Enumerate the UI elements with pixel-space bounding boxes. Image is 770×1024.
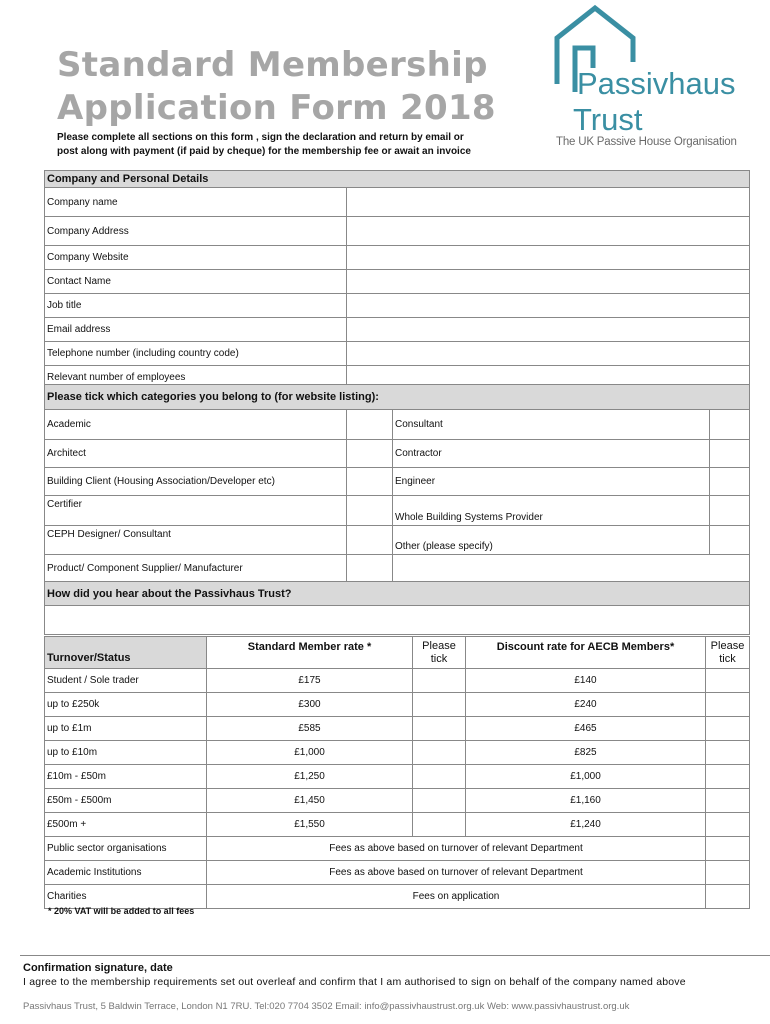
category-certifier: Certifier: [45, 496, 347, 526]
other-specify-input[interactable]: [393, 555, 750, 583]
company-website-input[interactable]: [347, 246, 750, 270]
category-building-client: Building Client (Housing Association/Developer etc): [45, 468, 347, 496]
hear-table: [44, 581, 750, 635]
product-supplier-checkbox[interactable]: [347, 555, 393, 583]
rate-discount-1m: £465: [466, 717, 706, 741]
logo-word-passivhaus: Passivhaus: [577, 66, 736, 101]
rate-label-academic: Academic Institutions: [45, 861, 207, 885]
rate-label-50m: £10m - £50m: [45, 765, 207, 789]
architect-checkbox[interactable]: [347, 440, 393, 468]
categories-table: [44, 384, 750, 583]
category-product-supplier: Product/ Component Supplier/ Manufacturer: [45, 555, 347, 583]
rate-label-500m: £50m - £500m: [45, 789, 207, 813]
rate-label-charities: Charities: [45, 885, 207, 909]
tick-standard-10m[interactable]: [413, 741, 466, 765]
page-title: [57, 44, 496, 130]
job-title-input[interactable]: [347, 294, 750, 318]
rate-discount-50m: £1,000: [466, 765, 706, 789]
field-label-employees: Relevant number of employees: [45, 366, 347, 390]
field-label-telephone: Telephone number (including country code): [45, 342, 347, 366]
academic-checkbox[interactable]: [347, 410, 393, 440]
title-line-2: Application Form 2018: [57, 88, 496, 128]
tick-discount-10m[interactable]: [706, 741, 750, 765]
company-address-input[interactable]: [347, 217, 750, 246]
rate-note-academic: Fees as above based on turnover of relevant Department: [207, 861, 706, 885]
tick-discount-1m[interactable]: [706, 717, 750, 741]
building-client-checkbox[interactable]: [347, 468, 393, 496]
field-label-contact-name: Contact Name: [45, 270, 347, 294]
tick-discount-500m-plus[interactable]: [706, 813, 750, 837]
rate-discount-student: £140: [466, 669, 706, 693]
rate-note-charities: Fees on application: [207, 885, 706, 909]
category-academic: Academic: [45, 410, 347, 440]
tick-public[interactable]: [706, 837, 750, 861]
field-label-company-website: Company Website: [45, 246, 347, 270]
signature-divider: [20, 955, 770, 956]
field-label-company-name: Company name: [45, 188, 347, 217]
signature-declaration: I agree to the membership requirements set out overleaf and confirm that I am authorised to sign on behalf of the company named above: [23, 976, 686, 988]
rate-standard-50m: £1,250: [207, 765, 413, 789]
field-label-company-address: Company Address: [45, 217, 347, 246]
rate-standard-1m: £585: [207, 717, 413, 741]
tick-standard-500m-plus[interactable]: [413, 813, 466, 837]
col-header-tick-discount: Please tick: [706, 637, 750, 669]
col-header-tick-standard: Please tick: [413, 637, 466, 669]
col-header-standard: Standard Member rate *: [207, 637, 413, 669]
rates-table: [44, 636, 750, 909]
hear-input[interactable]: [45, 606, 750, 635]
rate-discount-250k: £240: [466, 693, 706, 717]
category-whole-building: Whole Building Systems Provider: [393, 496, 710, 526]
tick-standard-50m[interactable]: [413, 765, 466, 789]
rate-standard-250k: £300: [207, 693, 413, 717]
category-ceph: CEPH Designer/ Consultant: [45, 526, 347, 555]
hear-header: How did you hear about the Passivhaus Trust?: [45, 582, 750, 606]
col-header-turnover: Turnover/Status: [45, 637, 207, 669]
rate-label-250k: up to £250k: [45, 693, 207, 717]
footer-contact: Passivhaus Trust, 5 Baldwin Terrace, London N1 7RU. Tel:020 7704 3502 Email: info@passivhaustrust.org.uk Web: www.passivhaustrust.org.uk: [23, 1001, 630, 1012]
telephone-input[interactable]: [347, 342, 750, 366]
tick-academic[interactable]: [706, 861, 750, 885]
ceph-checkbox[interactable]: [347, 526, 393, 555]
logo-tagline: The UK Passive House Organisation: [556, 136, 737, 148]
category-other: Other (please specify): [393, 526, 710, 555]
email-input[interactable]: [347, 318, 750, 342]
company-name-input[interactable]: [347, 188, 750, 217]
contact-name-input[interactable]: [347, 270, 750, 294]
col-header-discount: Discount rate for AECB Members*: [466, 637, 706, 669]
tick-standard-1m[interactable]: [413, 717, 466, 741]
categories-header: Please tick which categories you belong to (for website listing):: [45, 385, 750, 410]
category-engineer: Engineer: [393, 468, 710, 496]
tick-discount-50m[interactable]: [706, 765, 750, 789]
rate-label-1m: up to £1m: [45, 717, 207, 741]
tick-discount-500m[interactable]: [706, 789, 750, 813]
other-checkbox[interactable]: [710, 526, 750, 555]
rate-standard-500m: £1,450: [207, 789, 413, 813]
tick-discount-250k[interactable]: [706, 693, 750, 717]
contractor-checkbox[interactable]: [710, 440, 750, 468]
company-details-table: [44, 170, 750, 390]
logo-word-trust: Trust: [573, 102, 643, 137]
company-section-header: Company and Personal Details: [45, 171, 750, 188]
intro-line-2: post along with payment (if paid by cheque) for the membership fee or await an invoice: [57, 146, 471, 157]
engineer-checkbox[interactable]: [710, 468, 750, 496]
category-architect: Architect: [45, 440, 347, 468]
tick-standard-500m[interactable]: [413, 789, 466, 813]
field-label-job-title: Job title: [45, 294, 347, 318]
tick-discount-student[interactable]: [706, 669, 750, 693]
tick-charities[interactable]: [706, 885, 750, 909]
certifier-checkbox[interactable]: [347, 496, 393, 526]
rate-standard-500m-plus: £1,550: [207, 813, 413, 837]
rate-label-500m-plus: £500m +: [45, 813, 207, 837]
intro-text: [57, 131, 537, 159]
rate-label-10m: up to £10m: [45, 741, 207, 765]
rate-standard-10m: £1,000: [207, 741, 413, 765]
rate-discount-500m: £1,160: [466, 789, 706, 813]
title-line-1: Standard Membership: [57, 45, 488, 85]
category-consultant: Consultant: [393, 410, 710, 440]
consultant-checkbox[interactable]: [710, 410, 750, 440]
rate-standard-student: £175: [207, 669, 413, 693]
vat-note: * 20% VAT will be added to all fees: [48, 906, 195, 916]
rate-discount-10m: £825: [466, 741, 706, 765]
rate-label-student: Student / Sole trader: [45, 669, 207, 693]
whole-building-checkbox[interactable]: [710, 496, 750, 526]
tick-standard-student[interactable]: [413, 669, 466, 693]
rate-label-public: Public sector organisations: [45, 837, 207, 861]
rate-note-public: Fees as above based on turnover of relevant Department: [207, 837, 706, 861]
signature-title: Confirmation signature, date: [23, 962, 173, 974]
rate-discount-500m-plus: £1,240: [466, 813, 706, 837]
intro-line-1: Please complete all sections on this form , sign the declaration and return by email or: [57, 132, 464, 143]
tick-standard-250k[interactable]: [413, 693, 466, 717]
field-label-email: Email address: [45, 318, 347, 342]
category-contractor: Contractor: [393, 440, 710, 468]
